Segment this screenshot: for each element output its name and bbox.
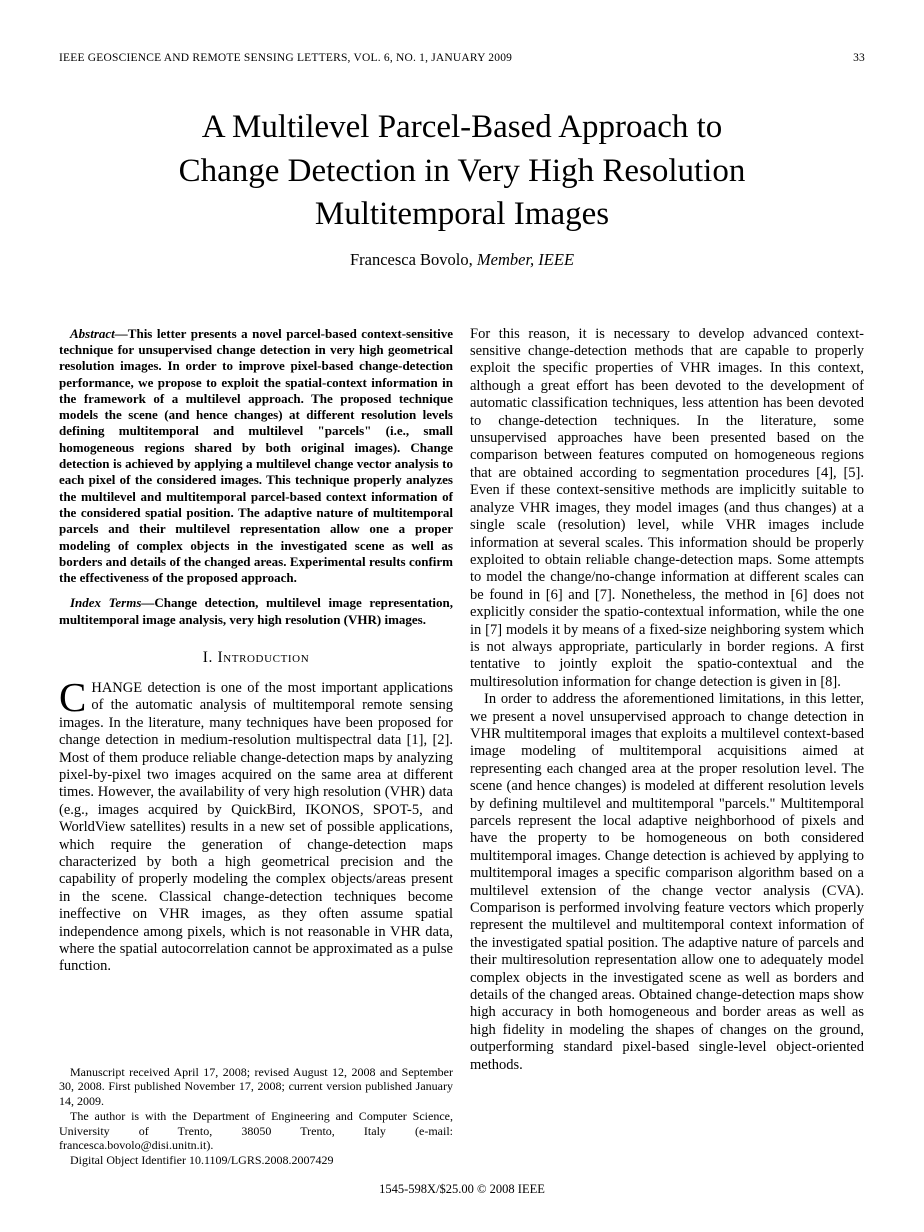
- footnote-block: [59, 1053, 453, 1168]
- drop-cap: C: [59, 673, 87, 720]
- footnote-manuscript-history: Manuscript received April 17, 2008; revised August 12, 2008 and September 30, 2008. First published November 17, 2008; current version published January 14, 2009.: [59, 1064, 453, 1109]
- paper-title-line-3: Multitemporal Images: [314, 196, 610, 233]
- copyright-line: 1545-598X/$25.00 © 2008 IEEE: [379, 1181, 545, 1196]
- body-paragraph-1: For this reason, it is necessary to develop advanced context-sensitive change-detection methods that are capable to properly exploit the specific properties of VHR images. In this context, although a great effort has been devoted to the development of automatic classification techniques, less attention has been devoted to change-detection techniques. In the literature, some unsupervised approaches have been presented based on the comparison between features computed on homogeneous regions that are obtained according to segmentation procedures [4], [5]. Even if these context-sensitive methods are implicitly suitable to analyze VHR images, they model images (and thus changes) at a single scale (resolution) level, while VHR images include information at several scales. This information should be properly exploited to obtain reliable change-detection maps. Some attempts to model the change/no-change information at different scales can be found in [6] and [7]. Nonetheless, the method in [6] does not explicitly consider the spatio-contextual information, while the one in [7] models it by means of a fixed-size neighboring system which is not always appropriate, particularly in border regions. A first tentative to jointly exploit the spatio-contextual and the multiresolution information for change detection is given in [8].: [470, 325, 864, 690]
- introduction-paragraph-text: HANGE detection is one of the most important applications of the automatic analysis of multitemporal remote sensing images. In the literature, many techniques have been proposed for change detection in medium-resolution multispectral data [1], [2]. Most of them produce reliable change-detection maps by analyzing pixel-by-pixel two images acquired on the same area at different times. However, the availability of very high resolution (VHR) data (e.g., images acquired by QuickBird, IKONOS, SPOT-5, and WorldView satellites) results in a new set of possible applications, which require the generation of change-detection maps characterized by both a high geometrical precision and the capability of properly modeling the complex objects/areas present in the scene. Classical change-detection techniques become ineffective on VHR images, as they often assume spatial independence among pixels, which is not reasonable in VHR data, where the spatial autocorrelation cannot be approximated as a pulse function.: [59, 679, 453, 975]
- index-terms-text: Change detection, multilevel image representation, multitemporal image analysis, very high resolution (VHR) images.: [59, 595, 453, 627]
- abstract: [59, 326, 453, 587]
- journal-title: IEEE GEOSCIENCE AND REMOTE SENSING LETTERS, VOL. 6, NO. 1, JANUARY 2009: [59, 52, 513, 64]
- two-column-body: [59, 326, 865, 1168]
- introduction-paragraph: [59, 673, 453, 976]
- footnote-author-affiliation: The author is with the Department of Engineering and Computer Science, University of Trento, 38050 Trento, Italy (e-mail: francesca.bovolo@disi.unitn.it).: [59, 1108, 453, 1153]
- author-membership: Member, IEEE: [476, 249, 575, 269]
- paper-title-line-1: A Multilevel Parcel-Based Approach to: [201, 109, 723, 145]
- index-terms: [59, 595, 453, 628]
- page-number: 33: [853, 52, 865, 64]
- right-column: [470, 326, 864, 1168]
- author-name: Francesca Bovolo,: [349, 249, 477, 269]
- body-paragraph-2: In order to address the aforementioned limitations, in this letter, we present a novel unsupervised approach to change detection in VHR multitemporal images that exploits a multilevel context-based image modeling of multitemporal acquisitions aimed at representing each changed area at the proper resolution level. The scene (and hence changes) is modeled at different resolution levels by defining multilevel and multitemporal "parcels." Multitemporal parcels represent the local adaptive neighborhood of pixels and have the property to be homogeneous on both considered multitemporal images. Change detection is achieved by applying to multitemporal images a specific comparison algorithm based on a multilevel extension of the change vector analysis (CVA). Comparison is performed involving feature vectors which properly represent the multilevel and multitemporal context information of the investigated spatial position. The adaptive nature of parcels and their multiresolution representation allow one to adequately model complex objects in the investigated scene as well as borders and details of the changed areas. Obtained change-detection maps show high accuracy in both homogeneous and border areas as well as high fidelity in modeling the shapes of changes on the ground, outperforming standard pixel-based single-level object-oriented methods.: [470, 691, 864, 1073]
- running-head: [59, 52, 865, 64]
- abstract-text: This letter presents a novel parcel-based context-sensitive technique for unsupervised change detection in very high geometrical resolution images. In order to improve pixel-based change-detection performance, we propose to exploit the spatial-context information in the framework of a multilevel approach. The proposed technique models the scene (and hence changes) at different resolution levels defining multitemporal and multilevel "parcels" (i.e., small homogeneous regions shared by both original images). Change detection is achieved by applying a multilevel change vector analysis to each pixel of the considered images. This technique properly analyzes the multilevel and multitemporal parcel-based context information of the considered spatial position. The adaptive nature of multitemporal parcels and their multilevel representation allow one a proper modeling of complex objects in the investigated scene as well as borders and details of the changed areas. Experimental results confirm the effectiveness of the proposed approach.: [59, 325, 453, 586]
- paper-title-line-2: Change Detection in Very High Resolution: [178, 152, 746, 189]
- paper-title: [59, 106, 865, 237]
- section-heading-introduction: I. Introduction: [202, 648, 310, 666]
- author-line: [59, 250, 865, 270]
- left-column: [59, 326, 453, 1168]
- footnote-doi: Digital Object Identifier 10.1109/LGRS.2008.2007429: [70, 1152, 334, 1167]
- abstract-label: Abstract—: [70, 325, 128, 341]
- index-terms-label: Index Terms—: [70, 595, 155, 611]
